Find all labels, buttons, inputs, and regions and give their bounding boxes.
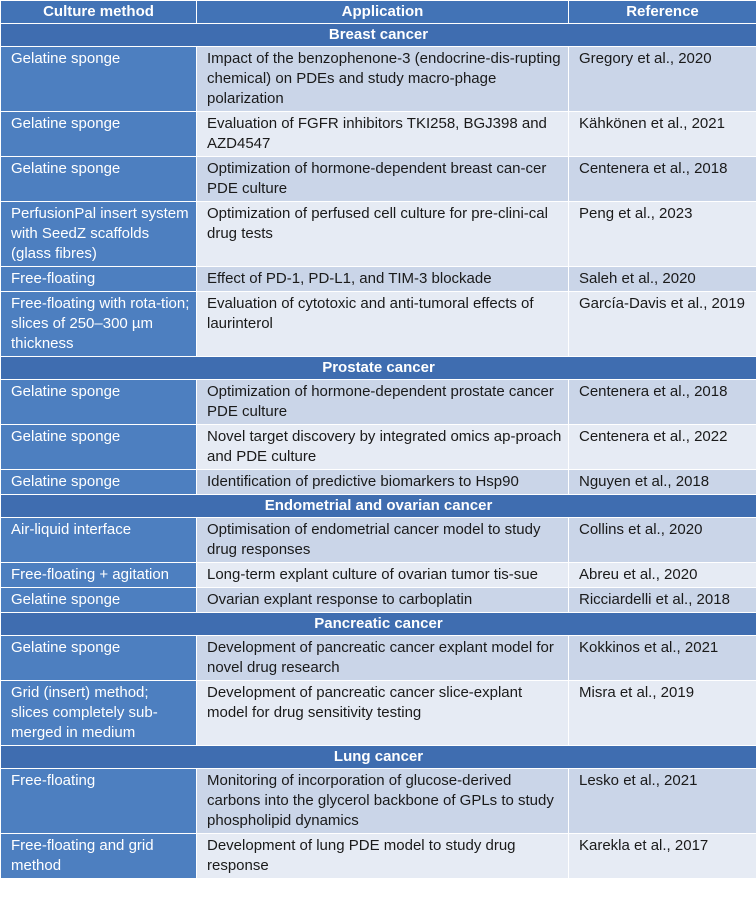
cell-method: Gelatine sponge — [1, 588, 197, 613]
table-row — [1, 470, 756, 495]
cell-reference: Karekla et al., 2017 — [569, 834, 756, 879]
cell-application: Optimization of hormone-dependent breast can-cer PDE culture — [197, 157, 569, 202]
header-culture-method: Culture method — [1, 1, 197, 24]
section-row-pancreatic-cancer — [1, 613, 756, 636]
cell-reference: Centenera et al., 2018 — [569, 380, 756, 425]
cell-application: Impact of the benzophenone-3 (endocrine-dis-rupting chemical) on PDEs and study macro-phage polarization — [197, 47, 569, 112]
cell-method: Free-floating with rota-tion; slices of 250–300 µm thickness — [1, 292, 197, 357]
cell-method: Grid (insert) method; slices completely sub-merged in medium — [1, 681, 197, 746]
cell-method: PerfusionPal insert system with SeedZ scaffolds (glass fibres) — [1, 202, 197, 267]
section-title: Breast cancer — [1, 24, 756, 47]
cell-reference: Kokkinos et al., 2021 — [569, 636, 756, 681]
cell-method: Gelatine sponge — [1, 470, 197, 495]
table-row — [1, 834, 756, 879]
section-row-lung-cancer — [1, 746, 756, 769]
cell-method: Free-floating — [1, 769, 197, 834]
cell-reference: Peng et al., 2023 — [569, 202, 756, 267]
cell-application: Effect of PD-1, PD-L1, and TIM-3 blockade — [197, 267, 569, 292]
section-row-prostate-cancer — [1, 357, 756, 380]
cell-method: Air-liquid interface — [1, 518, 197, 563]
cell-reference: Saleh et al., 2020 — [569, 267, 756, 292]
cell-method: Gelatine sponge — [1, 112, 197, 157]
cell-method: Gelatine sponge — [1, 380, 197, 425]
cell-method: Gelatine sponge — [1, 157, 197, 202]
cell-application: Identification of predictive biomarkers to Hsp90 — [197, 470, 569, 495]
section-row-endometrial-ovarian-cancer — [1, 495, 756, 518]
cell-method: Gelatine sponge — [1, 425, 197, 470]
cell-reference: Nguyen et al., 2018 — [569, 470, 756, 495]
table-row — [1, 518, 756, 563]
cell-method: Gelatine sponge — [1, 47, 197, 112]
table-row — [1, 292, 756, 357]
cell-method: Gelatine sponge — [1, 636, 197, 681]
cell-application: Optimization of perfused cell culture for pre-clini-cal drug tests — [197, 202, 569, 267]
cell-application: Optimisation of endometrial cancer model to study drug responses — [197, 518, 569, 563]
section-title: Endometrial and ovarian cancer — [1, 495, 756, 518]
cell-reference: Kähkönen et al., 2021 — [569, 112, 756, 157]
cell-reference: Abreu et al., 2020 — [569, 563, 756, 588]
cell-method: Free-floating + agitation — [1, 563, 197, 588]
table-row — [1, 425, 756, 470]
cell-application: Evaluation of cytotoxic and anti-tumoral effects of laurinterol — [197, 292, 569, 357]
cell-application: Ovarian explant response to carboplatin — [197, 588, 569, 613]
cell-application: Optimization of hormone-dependent prostate cancer PDE culture — [197, 380, 569, 425]
cell-reference: Collins et al., 2020 — [569, 518, 756, 563]
cell-reference: García-Davis et al., 2019 — [569, 292, 756, 357]
section-title: Pancreatic cancer — [1, 613, 756, 636]
cell-application: Evaluation of FGFR inhibitors TKI258, BGJ398 and AZD4547 — [197, 112, 569, 157]
section-title: Prostate cancer — [1, 357, 756, 380]
cell-application: Long-term explant culture of ovarian tumor tis-sue — [197, 563, 569, 588]
cell-reference: Centenera et al., 2022 — [569, 425, 756, 470]
table-row — [1, 267, 756, 292]
cell-application: Novel target discovery by integrated omics ap-proach and PDE culture — [197, 425, 569, 470]
cell-method: Free-floating — [1, 267, 197, 292]
cell-reference: Lesko et al., 2021 — [569, 769, 756, 834]
table-row — [1, 681, 756, 746]
table-row — [1, 157, 756, 202]
table-row — [1, 47, 756, 112]
cell-reference: Centenera et al., 2018 — [569, 157, 756, 202]
cell-reference: Gregory et al., 2020 — [569, 47, 756, 112]
cell-application: Development of lung PDE model to study drug response — [197, 834, 569, 879]
table-row — [1, 563, 756, 588]
cell-method: Free-floating and grid method — [1, 834, 197, 879]
cell-reference: Misra et al., 2019 — [569, 681, 756, 746]
table-row — [1, 588, 756, 613]
table-row — [1, 380, 756, 425]
header-reference: Reference — [569, 1, 756, 24]
cell-reference: Ricciardelli et al., 2018 — [569, 588, 756, 613]
header-application: Application — [197, 1, 569, 24]
header-row — [1, 1, 756, 24]
table-row — [1, 636, 756, 681]
section-row-breast-cancer — [1, 24, 756, 47]
table-row — [1, 769, 756, 834]
cell-application: Development of pancreatic cancer explant model for novel drug research — [197, 636, 569, 681]
section-title: Lung cancer — [1, 746, 756, 769]
table-row — [1, 202, 756, 267]
table-row — [1, 112, 756, 157]
cell-application: Monitoring of incorporation of glucose-derived carbons into the glycerol backbone of GPLs to study phospholipid dynamics — [197, 769, 569, 834]
cell-application: Development of pancreatic cancer slice-explant model for drug sensitivity testing — [197, 681, 569, 746]
